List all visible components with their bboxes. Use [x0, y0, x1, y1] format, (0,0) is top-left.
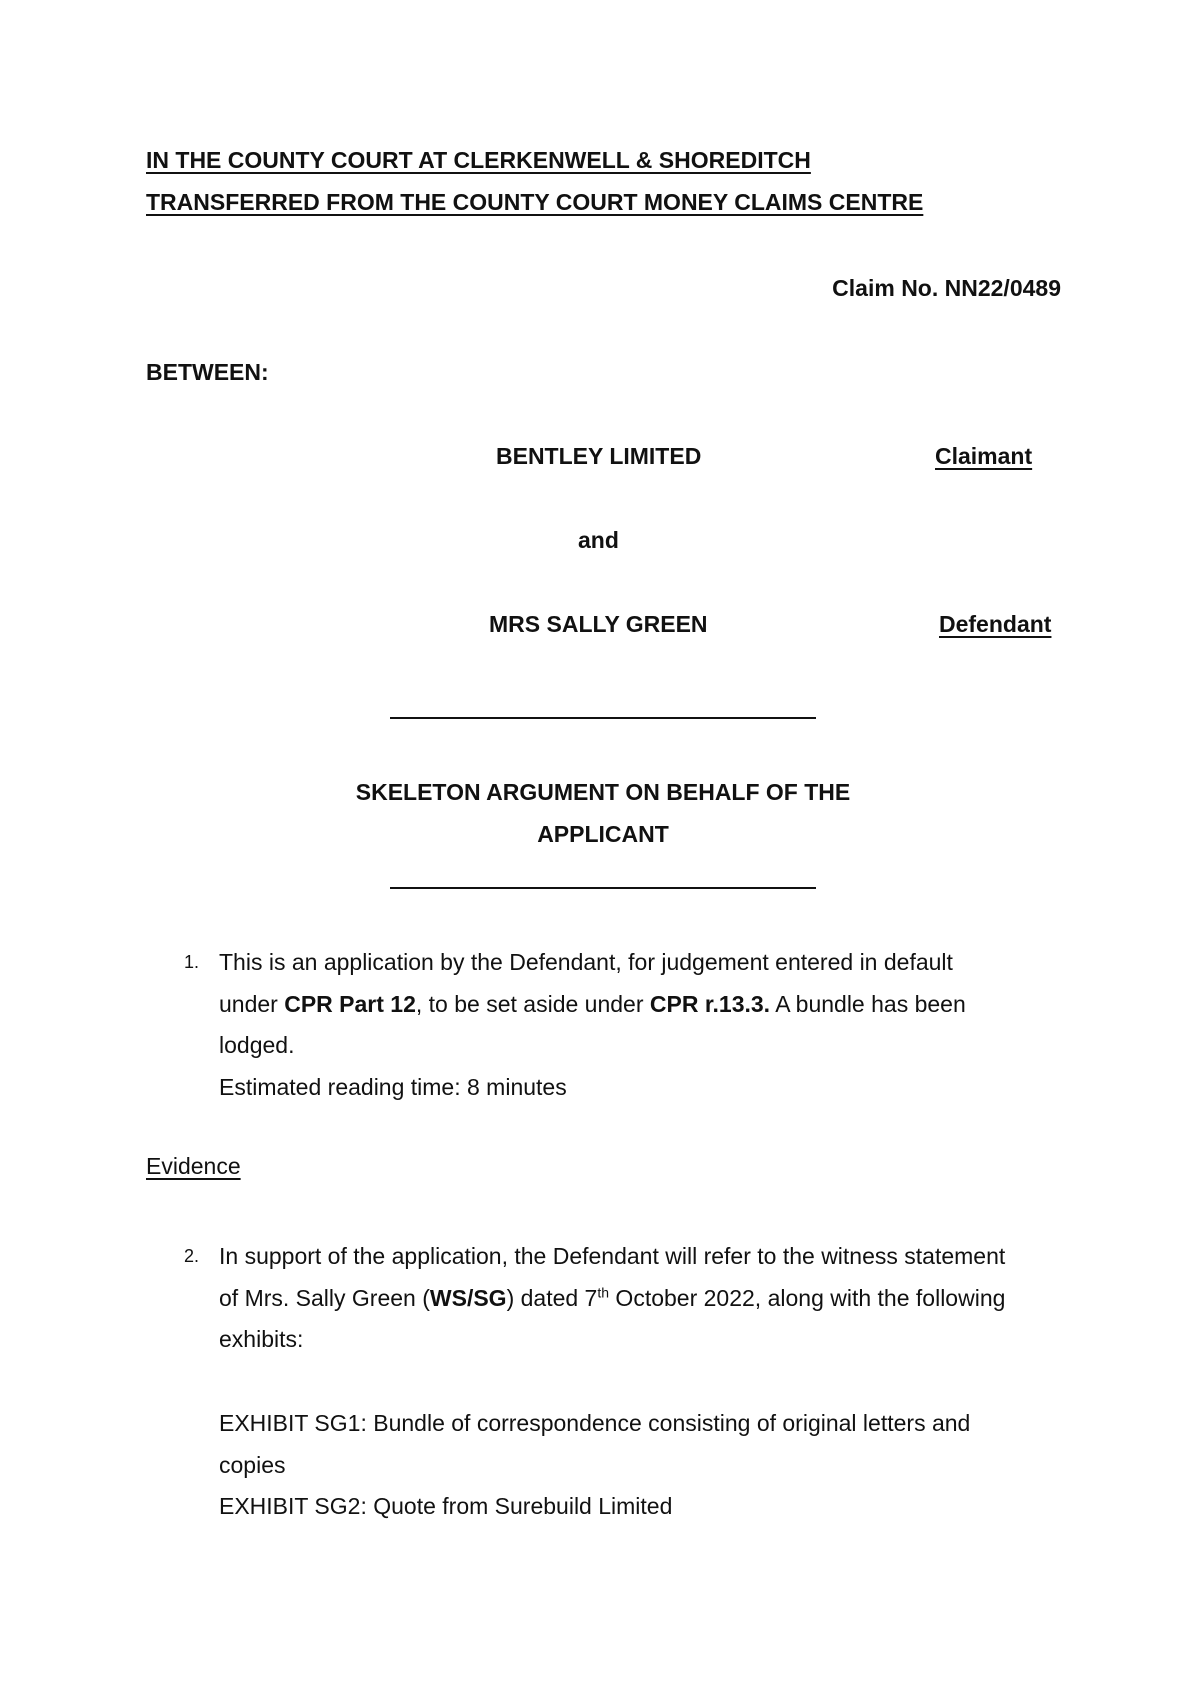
exhibit-list — [219, 1403, 1069, 1528]
cpr-part-12-ref: CPR Part 12 — [284, 990, 416, 1017]
paragraph-2-line3: exhibits: — [219, 1326, 304, 1352]
paragraph-1-number: 1. — [184, 952, 200, 972]
defendant-role: Defendant — [939, 611, 1052, 637]
reading-time: Estimated reading time: 8 minutes — [219, 1073, 567, 1100]
exhibit-sg2: EXHIBIT SG2: Quote from Surebuild Limited — [219, 1493, 673, 1519]
text-run: of Mrs. Sally Green ( — [219, 1284, 430, 1311]
paragraph-2-line1: In support of the application, the Defendant will refer to the witness statement — [219, 1243, 1006, 1269]
document-title-line1: SKELETON ARGUMENT ON BEHALF OF THE — [355, 779, 851, 805]
paragraph-2-line2 — [219, 1278, 1069, 1320]
claimant-name: BENTLEY LIMITED — [496, 443, 702, 469]
paragraph-1 — [219, 942, 1069, 1108]
text-run: under — [219, 990, 285, 1017]
exhibit-sg1-line1: EXHIBIT SG1: Bundle of correspondence consisting of original letters and — [219, 1410, 971, 1436]
text-run: , to be set aside under — [415, 990, 650, 1017]
paragraph-2 — [219, 1236, 1069, 1361]
paragraph-2-number: 2. — [184, 1246, 200, 1266]
section-heading-evidence: Evidence — [146, 1153, 241, 1179]
and-label: and — [578, 527, 619, 553]
transfer-heading: TRANSFERRED FROM THE COUNTY COURT MONEY CLAIMS CENTRE — [146, 189, 924, 215]
exhibit-sg1-line2: copies — [219, 1451, 286, 1478]
court-heading: IN THE COUNTY COURT AT CLERKENWELL & SHOREDITCH — [146, 147, 811, 173]
paragraph-1-line2 — [219, 984, 1069, 1026]
paragraph-1-line1: This is an application by the Defendant, for judgement entered in default — [219, 949, 953, 975]
defendant-name: MRS SALLY GREEN — [489, 611, 708, 637]
witness-statement-ref: WS/SG — [429, 1284, 507, 1311]
title-rule-bottom — [390, 887, 816, 889]
title-rule-top — [390, 717, 816, 719]
claim-number: Claim No. NN22/0489 — [832, 275, 1061, 301]
text-run: October 2022, along with the following — [609, 1284, 1006, 1311]
text-run: A bundle has been — [770, 990, 966, 1017]
claimant-role: Claimant — [935, 443, 1033, 469]
cpr-r13-ref: CPR r.13.3. — [649, 990, 771, 1017]
document-title-line2: APPLICANT — [537, 821, 669, 847]
paragraph-1-line3: lodged. — [219, 1032, 295, 1058]
text-run: ) dated 7 — [506, 1284, 598, 1311]
between-label: BETWEEN: — [146, 359, 269, 385]
ordinal-suffix: th — [597, 1283, 610, 1300]
